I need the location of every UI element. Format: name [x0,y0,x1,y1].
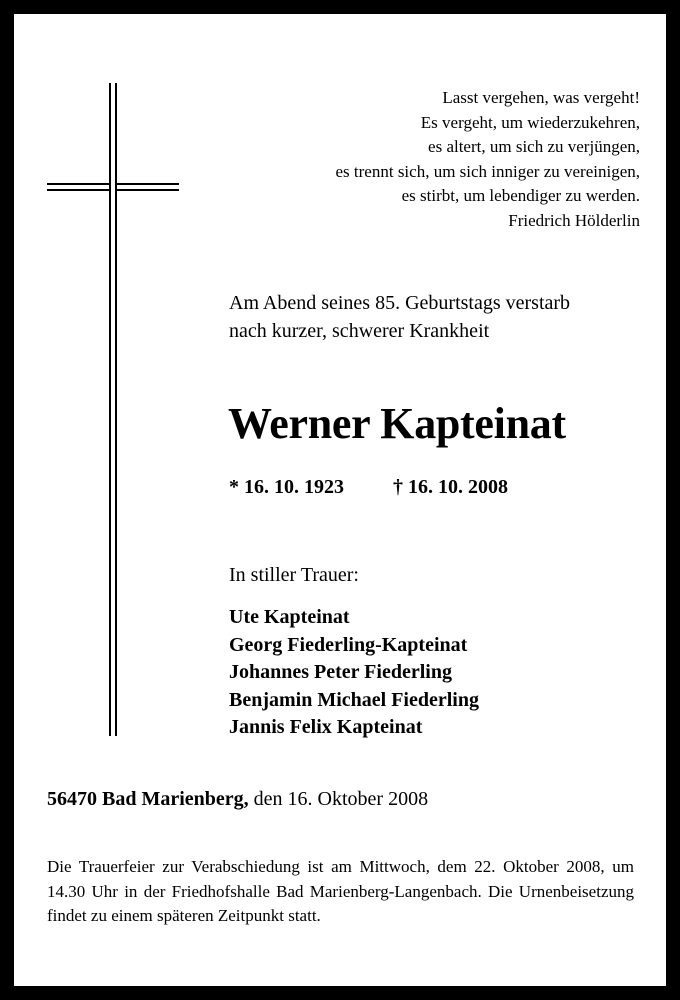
place-city: 56470 Bad Marienberg, [47,788,249,810]
mourner-name: Georg Fiederling-Kapteinat [229,633,468,656]
birth-date: * 16. 10. 1923 [229,476,344,498]
poem-line: es altert, um sich zu verjüngen, [428,137,640,157]
deceased-name: Werner Kapteinat [228,399,566,448]
poem-line: Lasst vergehen, was vergeht! [442,88,640,107]
mourner-name: Ute Kapteinat [229,606,350,628]
poem-line: es trennt sich, um sich inniger zu vereinigen, [335,161,640,181]
death-date: † 16. 10. 2008 [393,476,508,498]
announcement-line: Am Abend seines 85. Geburtstags verstarb [229,292,571,314]
mourner-name: Jannis Felix Kapteinat [229,716,423,738]
poem-line: Es vergeht, um wiederzukehren, [420,112,640,132]
mourner-name: Johannes Peter Fiederling [229,661,452,683]
mourning-label: In stiller Trauer: [229,564,359,586]
funeral-details: Die Trauerfeier zur Verabschiedung ist am Mittwoch, dem 22. Oktober 2008, um 14.30 Uhr in der Friedhofshalle Bad Marienberg-Langenbach. Die Urnenbeisetzung findet zu einem späteren Zeitpunkt statt. [47,857,634,925]
poem-line: es stirbt, um lebendiger zu werden. [401,186,640,206]
mourner-name: Benjamin Michael Fiederling [229,688,479,711]
announcement-line: nach kurzer, schwerer Krankheit [229,320,490,342]
poem-author: Friedrich Hölderlin [508,210,640,230]
life-dates [229,473,649,501]
place-date: den 16. Oktober 2008 [253,788,429,810]
place-and-date [47,785,647,813]
poem-quote [220,86,640,234]
mourners-list [229,604,649,742]
death-announcement [229,289,649,345]
